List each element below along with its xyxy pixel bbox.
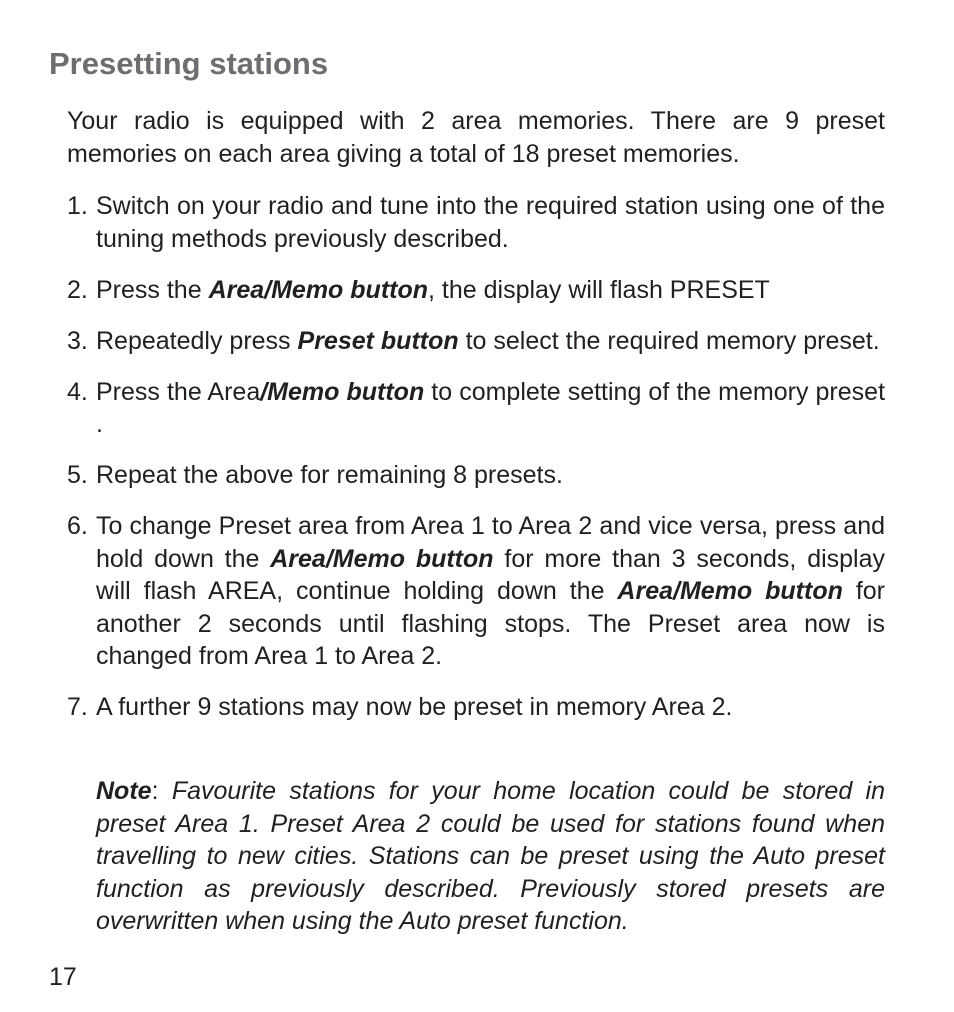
step-number: 4. [67, 377, 88, 406]
page-title: Presetting stations [49, 46, 329, 81]
step-number: 2. [67, 275, 88, 304]
page-number: 17 [49, 963, 77, 991]
note-text: Favourite stations for your home location could be stored in preset Area 1. Preset Area 2 could be used for stations found when travelling to new cities. Stations can be preset using the Auto preset function as previously described. Previously stored presets are overwritten when using the Auto preset function. [96, 777, 885, 935]
note-colon: : [151, 777, 159, 805]
step-number: 7. [67, 693, 88, 721]
area-memo-button-ref: Area/Memo button [270, 544, 494, 573]
step-text-pre: Press the Area [96, 377, 261, 406]
area-memo-button-ref: Area/Memo button [617, 577, 843, 605]
step-text [96, 376, 885, 441]
step-4 [67, 376, 885, 441]
intro-paragraph: Your radio is equipped with 2 area memories. There are 9 preset memories on each area giving a total of 18 preset memories. [67, 107, 885, 168]
step-text-post: for another 2 seconds until flashing stops. The Preset area now is changed from Area 1 to Area 2. [96, 577, 885, 670]
memo-button-ref: /Memo button [260, 377, 425, 406]
step-text [96, 510, 885, 673]
area-memo-button-ref: Area/Memo button [208, 275, 429, 304]
step-6 [67, 510, 885, 673]
step-2 [67, 274, 885, 307]
note-label: Note [96, 777, 152, 805]
step-5 [67, 459, 885, 492]
note-paragraph [96, 775, 885, 938]
step-text: A further 9 stations may now be preset in memory Area 2. [96, 693, 733, 721]
step-text [96, 274, 885, 307]
step-number: 3. [67, 326, 88, 355]
step-text-post: , the display will flash PRESET [428, 275, 770, 304]
step-text [96, 325, 885, 358]
step-number: 6. [67, 512, 88, 540]
step-text-pre: Repeatedly press [96, 326, 298, 355]
step-text-pre: Press the [96, 275, 209, 304]
step-1 [67, 190, 885, 255]
step-text-post: to complete setting of the memory preset . [96, 377, 886, 438]
step-number: 1. [67, 192, 88, 220]
step-text: Repeat the above for remaining 8 presets. [96, 461, 563, 489]
step-3 [67, 325, 885, 358]
step-text: Switch on your radio and tune into the required station using one of the tuning methods previously described. [96, 192, 885, 253]
step-text-post: to select the required memory preset. [458, 326, 880, 355]
step-text-pre: To change Preset area from Area 1 to Area 2 and vice versa, press and hold down the [96, 512, 885, 573]
steps-list [67, 190, 885, 742]
preset-button-ref: Preset button [297, 326, 459, 355]
step-number: 5. [67, 461, 88, 489]
step-text-mid: for more than 3 seconds, display will flash AREA, continue holding down the [96, 544, 886, 605]
step-7 [67, 691, 885, 724]
